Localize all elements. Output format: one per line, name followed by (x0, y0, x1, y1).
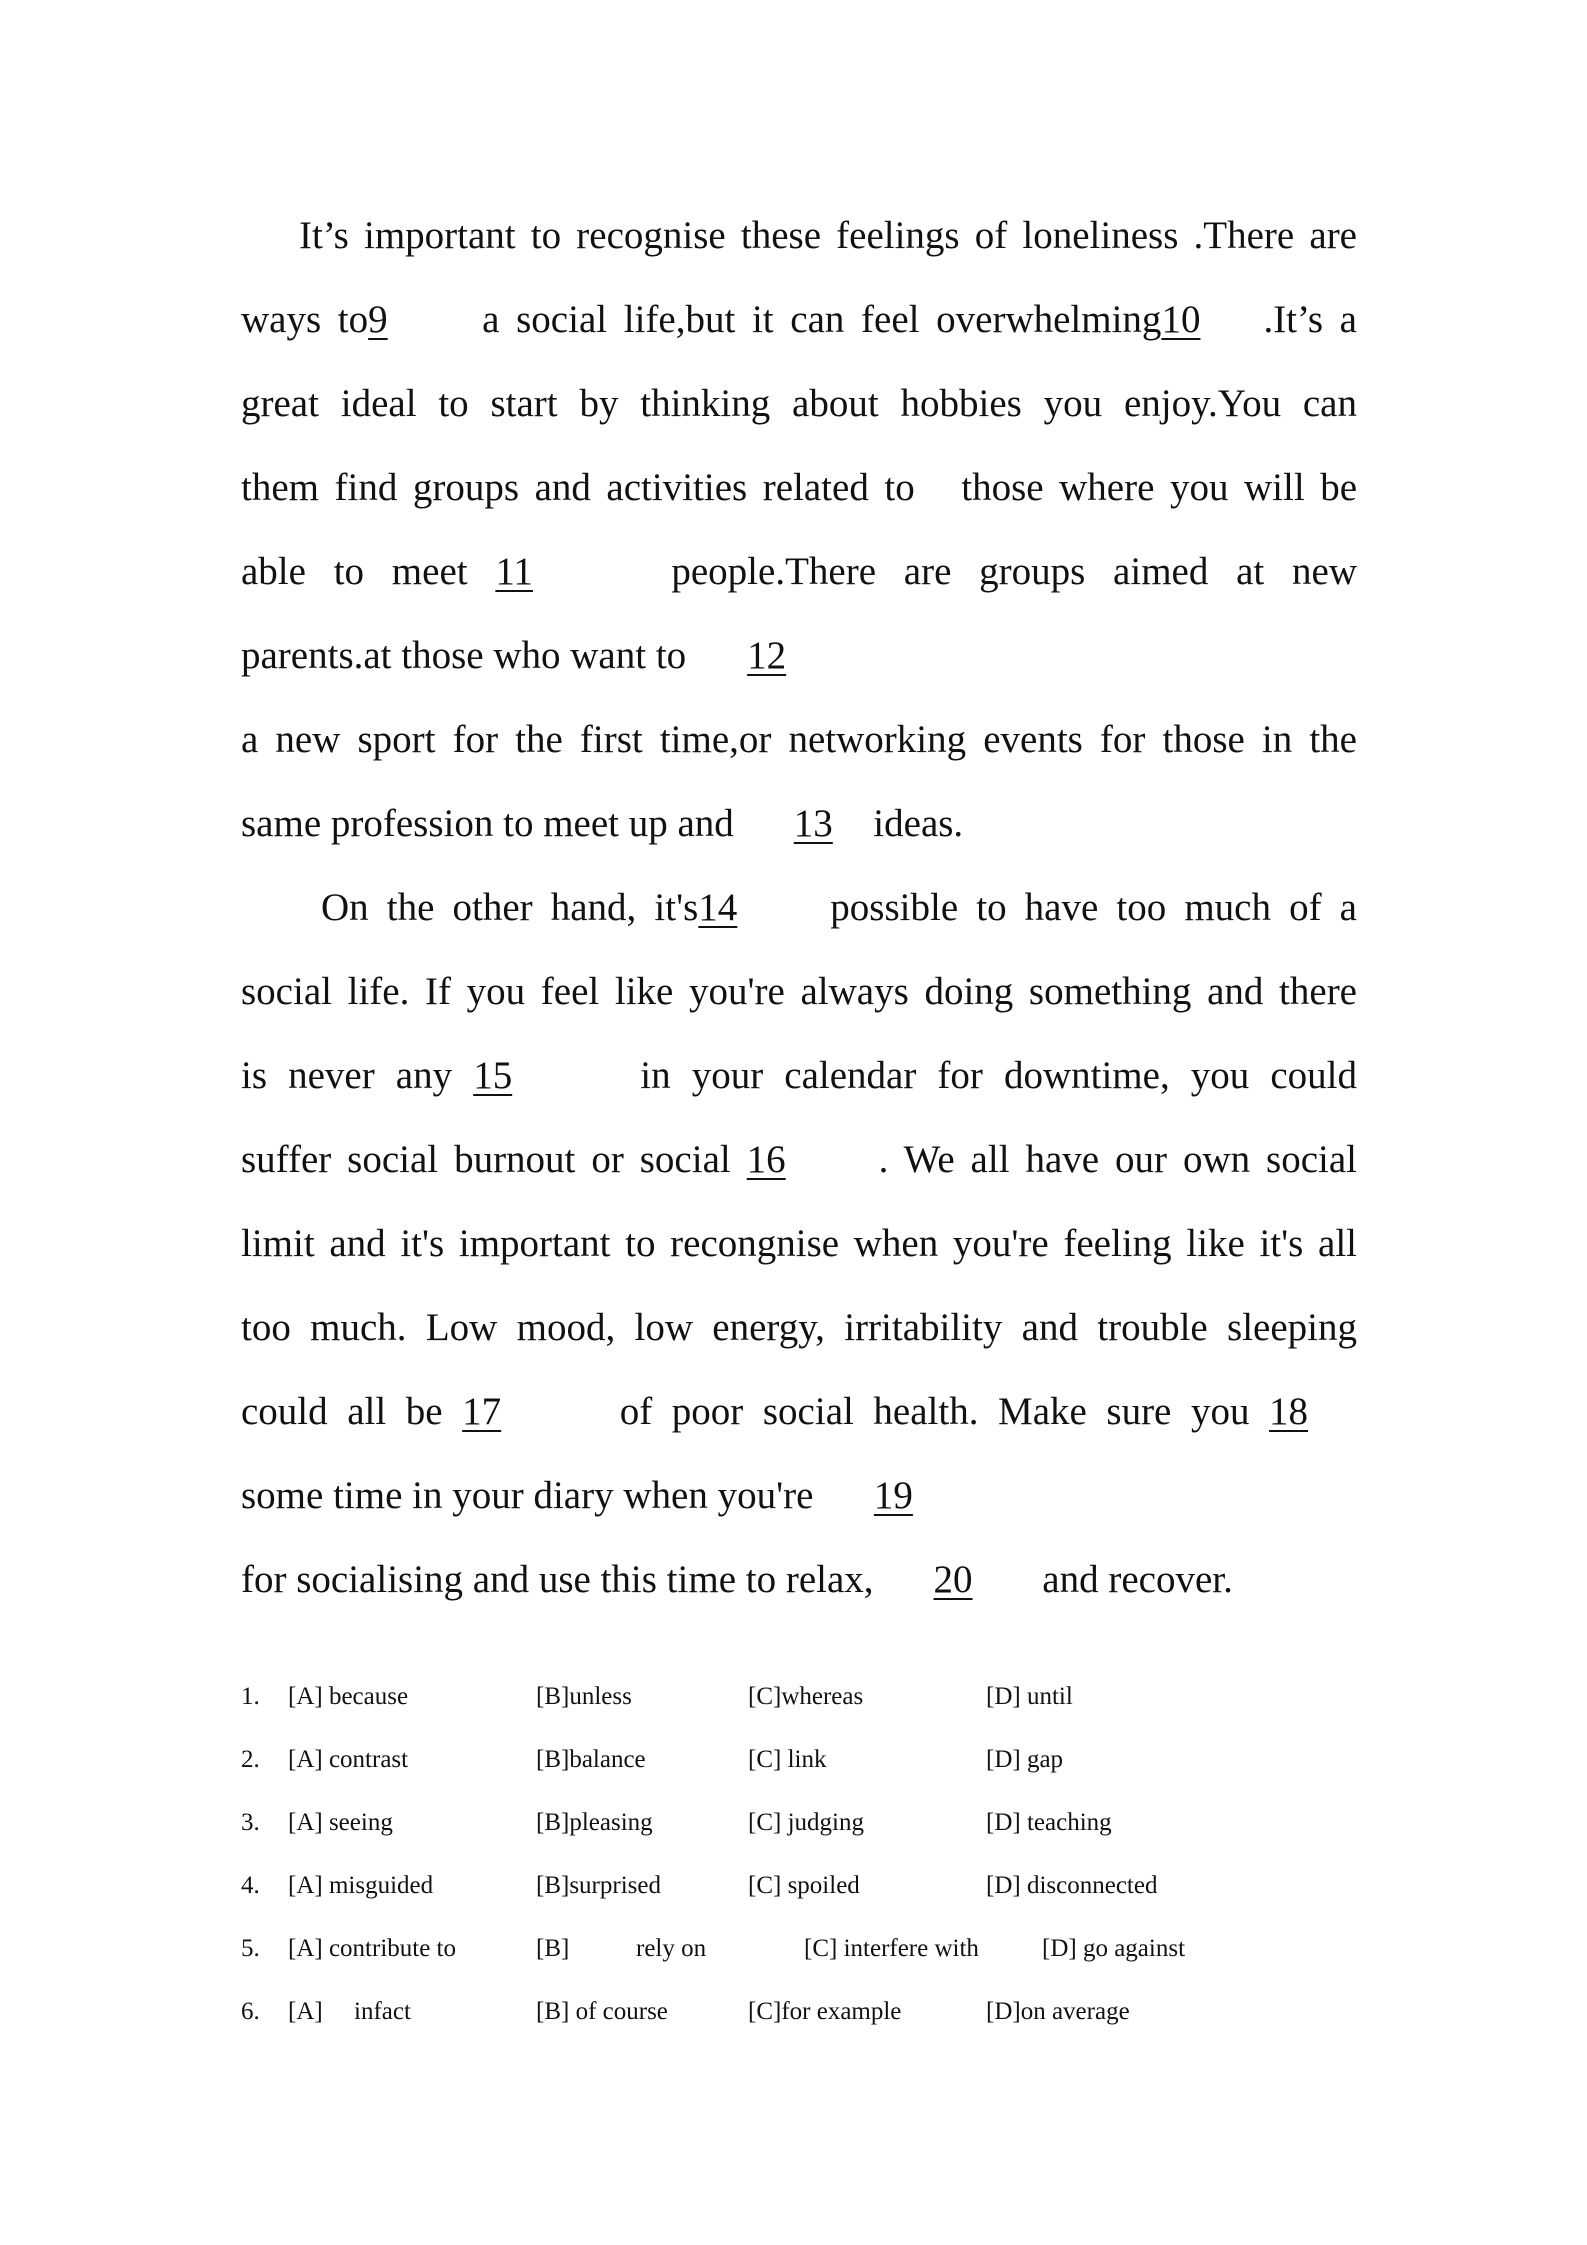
blank-19[interactable]: 19 (873, 1474, 913, 1517)
blank-18[interactable]: 18 (1269, 1390, 1309, 1433)
line-text: and recover. (1042, 1558, 1233, 1601)
option-c[interactable]: [C] spoiled (748, 1872, 860, 1899)
line-text: same profession to meet up and (241, 802, 734, 845)
passage-line (241, 950, 1357, 1034)
option-number: 3. (241, 1809, 260, 1836)
passage-line (241, 698, 1357, 782)
passage-line (241, 866, 1357, 950)
line-text: On the other hand, it's (321, 886, 699, 929)
line-text: suffer social burnout or social (241, 1138, 731, 1181)
line-text: for socialising and use this time to relax, (241, 1558, 874, 1601)
line-text: . We all have our own social (878, 1138, 1358, 1181)
line-text: is never any (241, 1054, 453, 1097)
option-d[interactable]: [D] teaching (986, 1809, 1112, 1836)
line-text: could all be (241, 1390, 443, 1433)
passage-line (241, 1202, 1357, 1286)
blank-20[interactable]: 20 (933, 1558, 973, 1601)
option-d[interactable]: [D] until (986, 1683, 1073, 1710)
option-b-label[interactable]: [B] (536, 1935, 570, 1962)
option-a[interactable]: [A] misguided (288, 1872, 434, 1899)
passage-line (241, 614, 1357, 698)
option-number: 1. (241, 1683, 260, 1710)
option-a[interactable]: [A] seeing (288, 1809, 393, 1836)
option-c[interactable]: [C]whereas (748, 1683, 864, 1710)
option-number: 6. (241, 1998, 260, 2025)
option-d[interactable]: [D] gap (986, 1746, 1064, 1773)
blank-11[interactable]: 11 (495, 550, 533, 593)
line-text: social life. If you feel like you're always doing something and there (241, 970, 1357, 1013)
passage-line (241, 1454, 1357, 1538)
blank-13[interactable]: 13 (793, 802, 833, 845)
passage-line (241, 1286, 1357, 1370)
option-d[interactable]: [D] go against (1042, 1935, 1186, 1962)
option-d[interactable]: [D]on average (986, 1998, 1130, 2025)
line-text: some time in your diary when you're (241, 1474, 814, 1517)
blank-9[interactable]: 9 (368, 298, 388, 341)
option-number: 5. (241, 1935, 260, 1962)
option-c[interactable]: [C] link (748, 1746, 827, 1773)
option-a-text[interactable]: infact (354, 1998, 411, 2025)
blank-12[interactable]: 12 (747, 634, 787, 677)
passage-line (241, 1538, 1357, 1622)
option-b[interactable]: [B]unless (536, 1683, 632, 1710)
line-text: a new sport for the first time,or networking events for those in the (241, 718, 1357, 761)
line-text: ways to (241, 298, 369, 341)
option-a[interactable]: [A] contribute to (288, 1935, 457, 1962)
option-number: 4. (241, 1872, 260, 1899)
passage-line (241, 194, 1357, 278)
option-d[interactable]: [D] disconnected (986, 1872, 1158, 1899)
blank-14[interactable]: 14 (698, 886, 738, 929)
line-text: able to meet (241, 550, 468, 593)
line-text: a social life,but it can feel overwhelming (482, 298, 1162, 341)
passage-line (241, 530, 1357, 614)
passage-line (241, 782, 1357, 866)
option-c[interactable]: [C] judging (748, 1809, 864, 1836)
option-b[interactable]: [B]balance (536, 1746, 646, 1773)
line-text: parents.at those who want to (241, 634, 687, 677)
option-a[interactable]: [A] because (288, 1683, 409, 1710)
option-number: 2. (241, 1746, 260, 1773)
line-text: them find groups and activities related to those where you will be (241, 466, 1357, 509)
line-text: in your calendar for downtime, you could (640, 1054, 1358, 1097)
option-c[interactable]: [C]for example (748, 1998, 902, 2025)
option-a-label[interactable]: [A] (288, 1998, 323, 2025)
blank-10[interactable]: 10 (1161, 298, 1201, 341)
passage-line (241, 278, 1357, 362)
passage-line (241, 1118, 1357, 1202)
option-b[interactable]: [B]surprised (536, 1872, 661, 1899)
line-text: ideas. (873, 802, 964, 845)
line-text: possible to have too much of a (830, 886, 1357, 929)
blank-17[interactable]: 17 (462, 1390, 502, 1433)
option-b[interactable]: [B] of course (536, 1998, 668, 2025)
blank-16[interactable]: 16 (746, 1138, 786, 1181)
option-a[interactable]: [A] contrast (288, 1746, 409, 1773)
line-text: of poor social health. Make sure you (619, 1390, 1250, 1433)
passage-line (241, 446, 1357, 530)
line-text: It’s important to recognise these feelings of loneliness .There are (299, 214, 1357, 257)
line-text: too much. Low mood, low energy, irritability and trouble sleeping (241, 1306, 1357, 1349)
option-b[interactable]: [B]pleasing (536, 1809, 653, 1836)
blank-15[interactable]: 15 (473, 1054, 513, 1097)
line-text: .It’s a (1263, 298, 1357, 341)
line-text: limit and it's important to recongnise when you're feeling like it's all (241, 1222, 1357, 1265)
passage-line (241, 362, 1357, 446)
passage-line (241, 1370, 1357, 1454)
line-text: people.There are groups aimed at new (671, 550, 1357, 593)
option-b-text[interactable]: rely on (636, 1935, 707, 1962)
passage-line (241, 1034, 1357, 1118)
option-c[interactable]: [C] interfere with (804, 1935, 979, 1962)
line-text: great ideal to start by thinking about hobbies you enjoy.You can (241, 382, 1357, 425)
